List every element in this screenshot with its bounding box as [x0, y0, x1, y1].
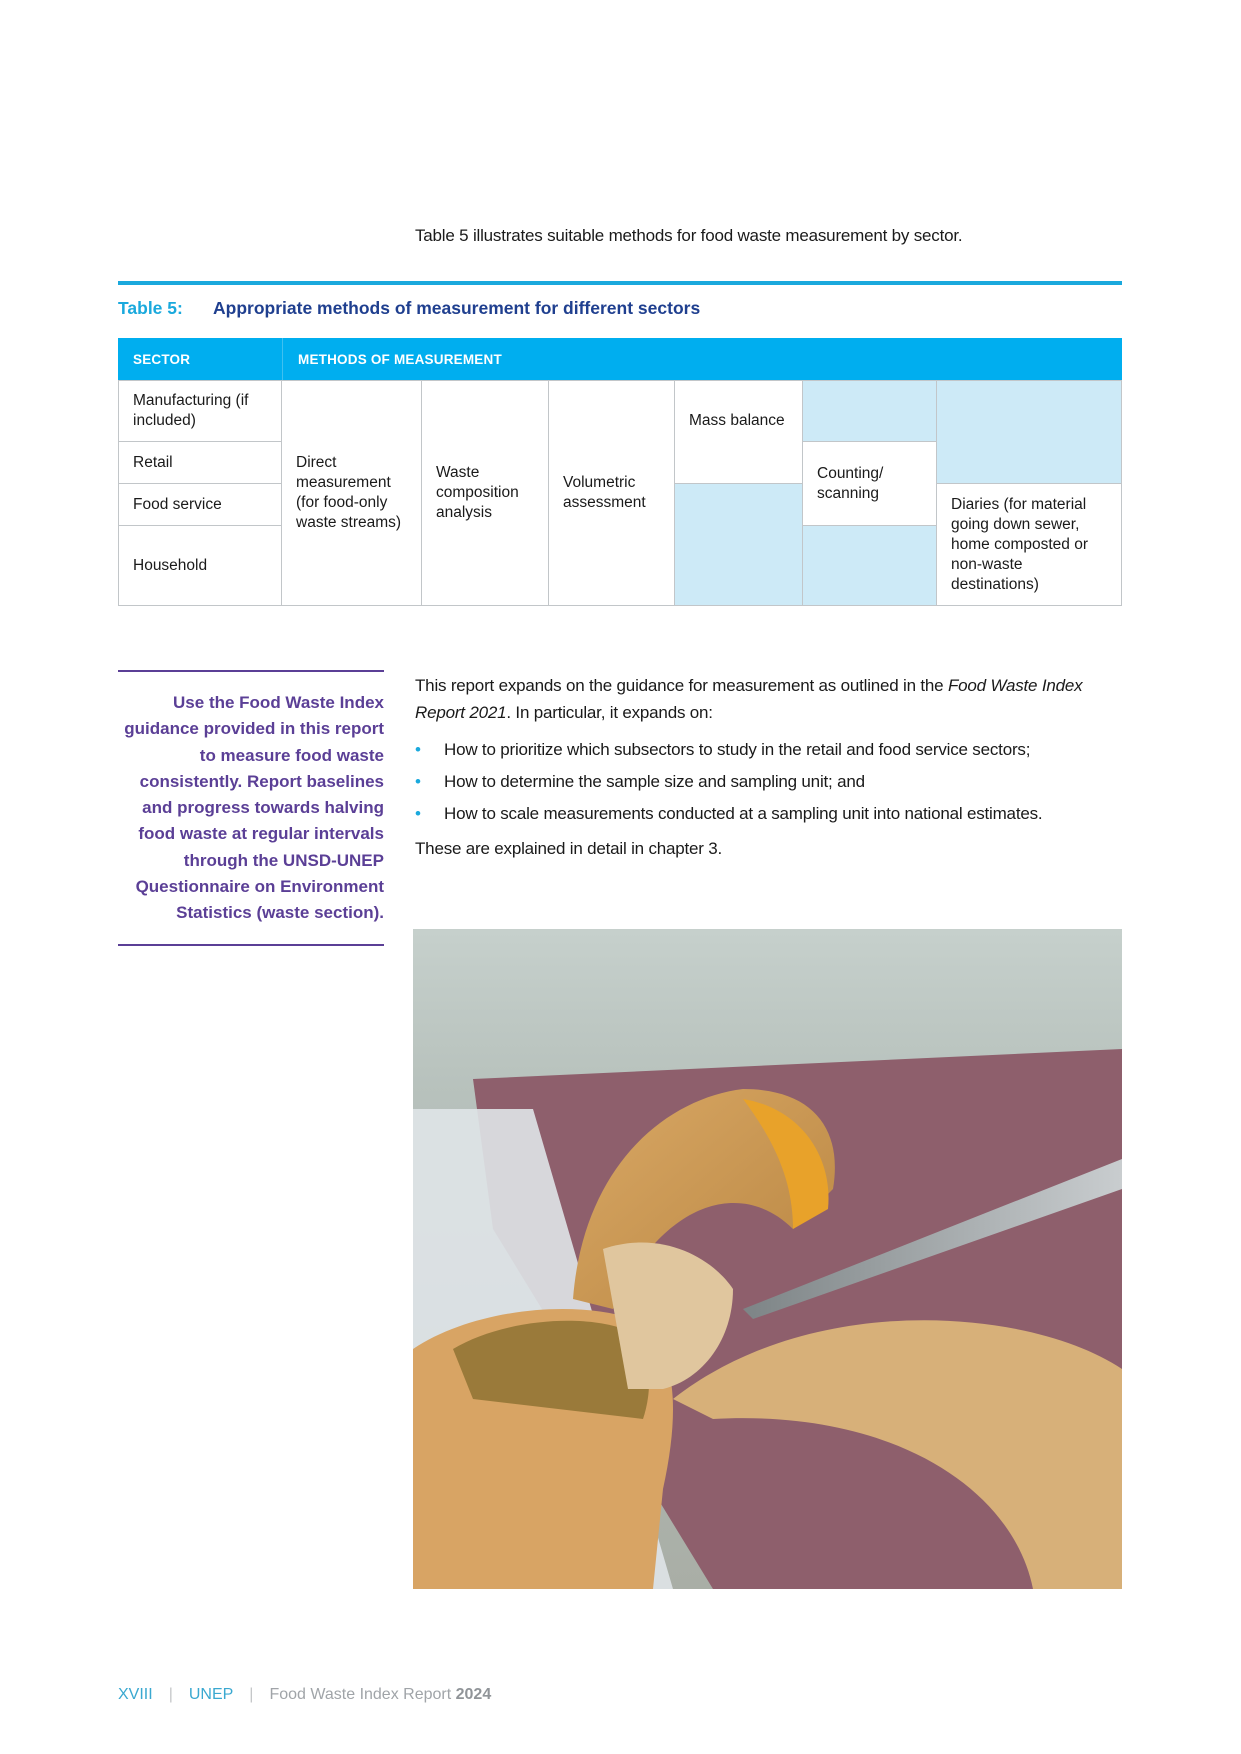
method-diaries: Diaries (for material going down sewer, home composted or non-waste destinations): [936, 483, 1122, 606]
callout-text: Use the Food Waste Index guidance provided in this report to measure food waste consistently. Report baselines and progress towards halving food waste at regular intervals through the UNSD-UNEP Questionnaire on Environment Statistics (waste section).: [124, 693, 384, 923]
list-item: • How to scale measurements conducted at a sampling unit into national estimates.: [415, 800, 1125, 827]
bullet-list: [415, 736, 1125, 827]
body-text: [415, 672, 1125, 872]
shaded-cell: [802, 380, 937, 442]
paragraph-text: . In particular, it expands on:: [506, 703, 713, 722]
list-item: • How to determine the sample size and sampling unit; and: [415, 768, 1125, 795]
intro-text: Table 5 illustrates suitable methods for food waste measurement by sector.: [415, 226, 963, 245]
list-item: • How to prioritize which subsectors to study in the retail and food service sectors;: [415, 736, 1125, 763]
sector-manufacturing: Manufacturing (if included): [118, 380, 282, 442]
page-number: XVIII: [118, 1686, 153, 1703]
bullet-icon: •: [415, 772, 421, 791]
sector-household: Household: [118, 525, 282, 606]
paragraph-outro: These are explained in detail in chapter 3.: [415, 839, 723, 858]
page-footer: [118, 1686, 491, 1704]
footer-separator: |: [168, 1686, 173, 1703]
table-caption: [118, 298, 700, 319]
footer-report-title: Food Waste Index Report: [269, 1686, 456, 1703]
bullet-icon: •: [415, 740, 421, 759]
footer-separator: |: [249, 1686, 254, 1703]
report-reference: Food Waste Index Report 2021: [415, 676, 1083, 722]
table-title: Appropriate methods of measurement for different sectors: [213, 298, 701, 318]
table-top-rule: [118, 281, 1122, 285]
banana-peel-photo: [413, 929, 1122, 1589]
method-waste-composition: Waste composition analysis: [421, 380, 549, 606]
sector-retail: Retail: [118, 441, 282, 484]
method-volumetric: Volumetric assessment: [548, 380, 675, 606]
paragraph-text: This report expands on the guidance for measurement as outlined in the: [415, 676, 948, 695]
sector-food-service: Food service: [118, 483, 282, 526]
bullet-icon: •: [415, 804, 421, 823]
footer-org: UNEP: [188, 1686, 234, 1703]
callout-top-rule: [118, 670, 384, 672]
shaded-cell: [802, 525, 937, 606]
paragraph-intro: [415, 672, 1125, 726]
table-number: Table 5:: [118, 298, 183, 318]
header-sector: SECTOR: [118, 338, 282, 380]
method-counting-scanning: Counting/ scanning: [802, 441, 937, 526]
methods-table: [118, 338, 1122, 606]
shaded-cell: [936, 380, 1122, 484]
callout-bottom-rule: [118, 944, 384, 946]
method-direct-measurement: Direct measurement (for food-only waste streams): [281, 380, 422, 606]
header-methods: METHODS OF MEASUREMENT: [282, 338, 1122, 380]
method-mass-balance: Mass balance: [674, 380, 803, 484]
footer-year: 2024: [455, 1686, 492, 1703]
shaded-cell: [674, 483, 803, 606]
